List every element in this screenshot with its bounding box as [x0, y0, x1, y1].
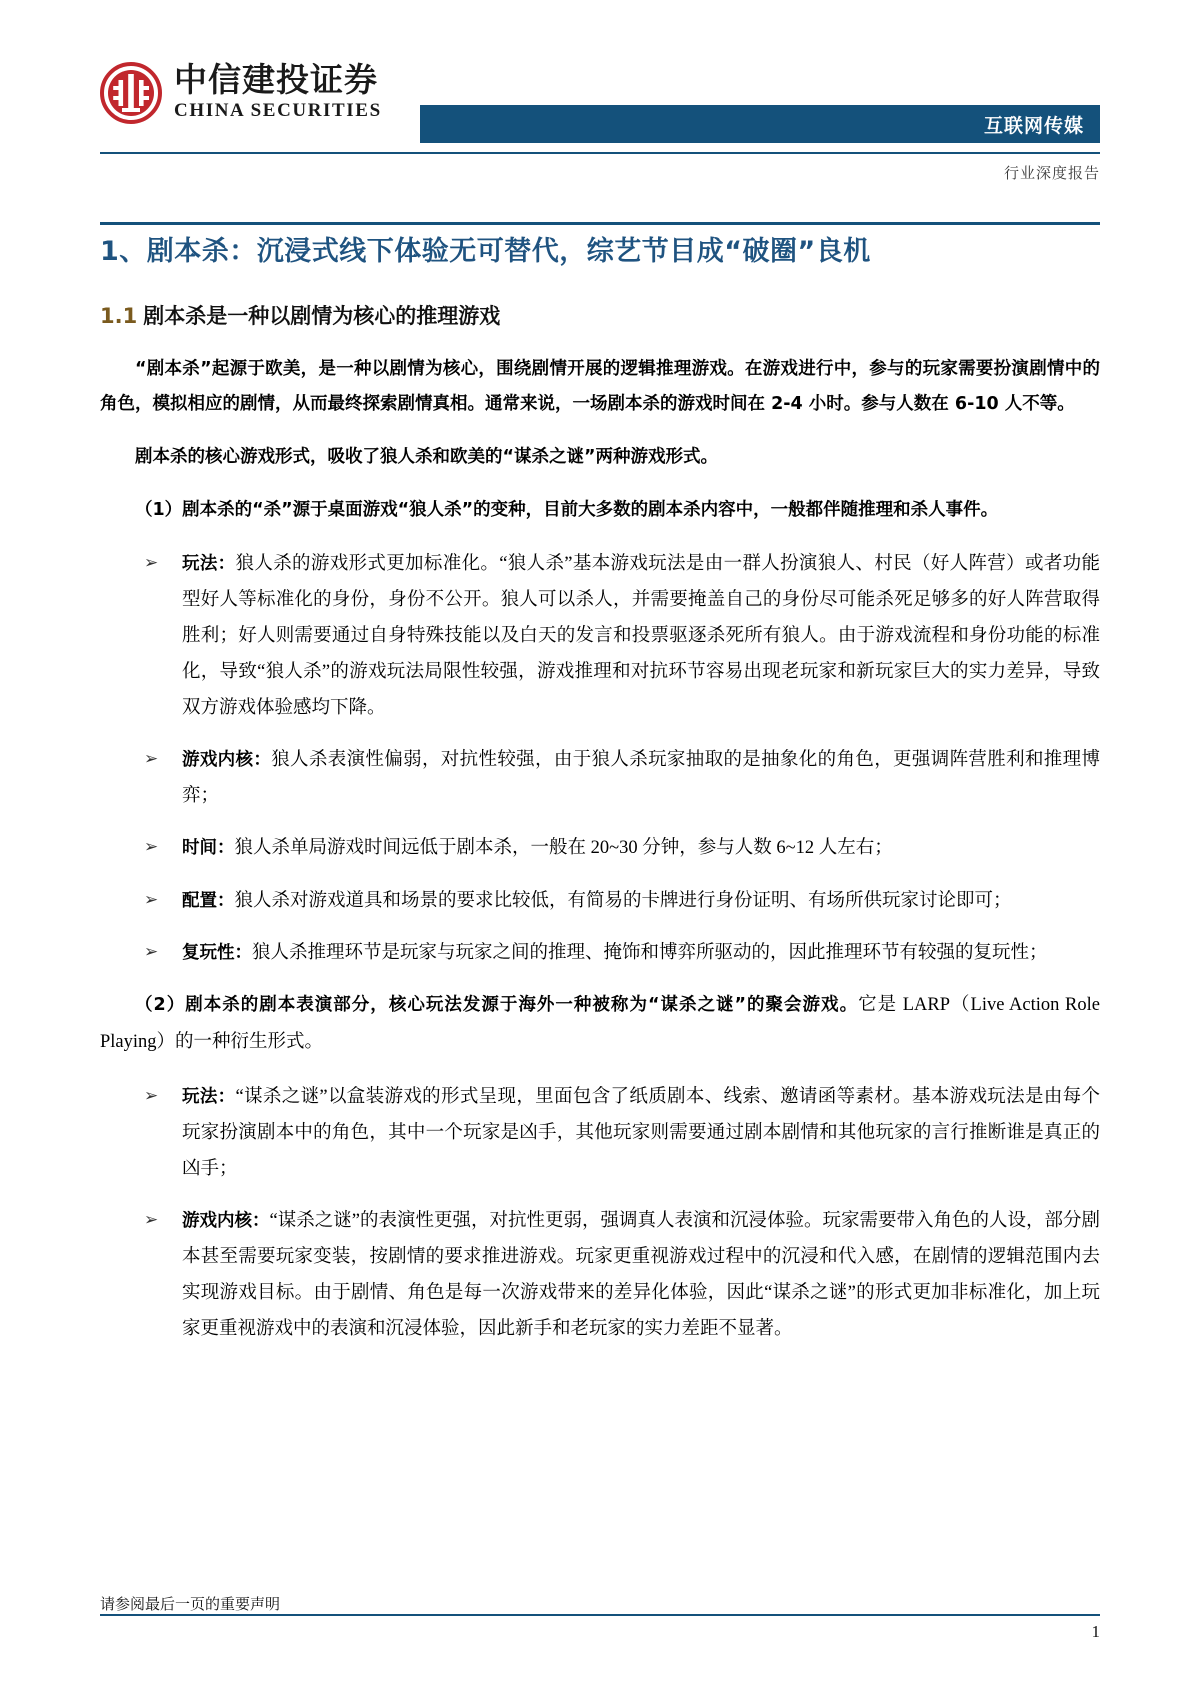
list-item-text: 狼人杀推理环节是玩家与玩家之间的推理、掩饰和博弈所驱动的，因此推理环节有较强的复玩性；	[252, 942, 1048, 963]
brand-name-en: CHINA SECURITIES	[174, 99, 382, 121]
list-item	[100, 935, 1100, 971]
bullet-list-werewolf	[100, 546, 1100, 971]
paragraph-intro: “剧本杀”起源于欧美，是一种以剧情为核心，围绕剧情开展的逻辑推理游戏。在游戏进行中，参与的玩家需要扮演剧情中的角色，模拟相应的剧情，从而最终探索剧情真相。通常来说，一场剧本杀的游戏时间在 2-4 小时。参与人数在 6-10 人不等。	[100, 359, 1100, 415]
document-body	[100, 222, 1100, 1363]
brand-wordmark	[174, 60, 382, 122]
list-item	[100, 742, 1100, 814]
subsection-heading	[100, 303, 1100, 330]
citic-securities-logo-icon	[100, 62, 162, 124]
sector-label: 互联网传媒	[983, 114, 1084, 137]
page-header	[0, 0, 1200, 200]
list-item-label: 玩法：	[182, 1086, 236, 1107]
list-item-text: 狼人杀表演性偏弱，对抗性较强，由于狼人杀玩家抽取的是抽象化的角色，更强调阵营胜利和推理博弈；	[182, 750, 1100, 807]
brand-name-cn: 中信建投证券	[174, 60, 378, 100]
list-item-text: “谋杀之谜”以盒装游戏的形式呈现，里面包含了纸质剧本、线索、邀请函等素材。基本游戏玩法是由每个玩家扮演剧本中的角色，其中一个玩家是凶手，其他玩家则需要通过剧本剧情和其他玩家的言行推断谁是真正的凶手；	[182, 1086, 1100, 1179]
list-item-label: 时间：	[182, 838, 235, 859]
page-number: 1	[1091, 1622, 1100, 1641]
list-item-label: 复玩性：	[182, 942, 252, 963]
report-type-label: 行业深度报告	[1003, 164, 1100, 182]
brand-logo	[100, 62, 382, 124]
list-item-label: 玩法：	[182, 554, 236, 575]
arrow-bullet-icon: ➢	[144, 1085, 159, 1106]
arrow-bullet-icon: ➢	[144, 889, 159, 910]
paragraph-item-2-tail: 它是 LARP（Live Action Role Playing）的一种衍生形式。	[100, 994, 1100, 1052]
arrow-bullet-icon: ➢	[144, 837, 159, 858]
list-item-text: “谋杀之谜”的表演性更强，对抗性更弱，强调真人表演和沉浸体验。玩家需要带入角色的人设，部分剧本甚至需要玩家变装，按剧情的要求推进游戏。玩家更重视游戏过程中的沉浸和代入感，在剧情的逻辑范围内去实现游戏目标。由于剧情、角色是每一次游戏带来的差异化体验，因此“谋杀之谜”的形式更加非标准化，加上玩家更重视游戏中的表演和沉浸体验，因此新手和老玩家的实力差距不显著。	[182, 1210, 1100, 1340]
page-footer	[100, 1593, 1100, 1642]
arrow-bullet-icon: ➢	[144, 553, 159, 574]
sector-banner	[420, 105, 1100, 143]
list-item	[100, 546, 1100, 726]
paragraph-item-2-bold: （2）剧本杀的剧本表演部分，核心玩法发源于海外一种被称为“谋杀之谜”的聚会游戏。	[135, 994, 859, 1015]
footer-row	[100, 1622, 1100, 1642]
list-item-text: 狼人杀对游戏道具和场景的要求比较低，有简易的卡牌进行身份证明、有场所供玩家讨论即可；	[234, 890, 1012, 911]
header-divider	[100, 152, 1100, 154]
subsection-heading-text: 剧本杀是一种以剧情为核心的推理游戏	[143, 303, 501, 328]
section-title-rule	[100, 222, 1100, 225]
paragraph-item-2	[100, 987, 1100, 1061]
paragraph-core-forms: 剧本杀的核心游戏形式，吸收了狼人杀和欧美的“谋杀之谜”两种游戏形式。	[135, 447, 719, 468]
list-item-label: 游戏内核：	[182, 1210, 270, 1231]
list-item	[100, 1203, 1100, 1347]
list-item	[100, 883, 1100, 919]
footer-divider	[100, 1614, 1100, 1616]
footer-disclaimer: 请参阅最后一页的重要声明	[100, 1595, 281, 1613]
list-item-text: 狼人杀的游戏形式更加标准化。“狼人杀”基本游戏玩法是由一群人扮演狼人、村民（好人阵营）或者功能型好人等标准化的身份，身份不公开。狼人可以杀人，并需要掩盖自己的身份尽可能杀死足够多的好人阵营取得胜利；好人则需要通过自身特殊技能以及白天的发言和投票驱逐杀死所有狼人。由于游戏流程和身份功能的标准化，导致“狼人杀”的游戏玩法局限性较强，游戏推理和对抗环节容易出现老玩家和新玩家巨大的实力差异，导致双方游戏体验感均下降。	[182, 554, 1100, 719]
arrow-bullet-icon: ➢	[144, 749, 159, 770]
arrow-bullet-icon: ➢	[144, 1209, 159, 1230]
list-item-label: 游戏内核：	[182, 750, 272, 771]
subsection-number: 1.1	[100, 303, 138, 328]
list-item-label: 配置：	[182, 890, 235, 911]
page-title: 1、剧本杀：沉浸式线下体验无可替代，综艺节目成“破圈”良机	[100, 236, 871, 267]
bullet-list-murder-mystery	[100, 1079, 1100, 1347]
arrow-bullet-icon: ➢	[144, 941, 159, 962]
list-item	[100, 1079, 1100, 1187]
paragraph-item-1: （1）剧本杀的“杀”源于桌面游戏“狼人杀”的变种，目前大多数的剧本杀内容中，一般都伴随推理和杀人事件。	[135, 500, 999, 521]
list-item	[100, 830, 1100, 866]
list-item-text: 狼人杀单局游戏时间远低于剧本杀，一般在 20~30 分钟，参与人数 6~12 人左右；	[234, 838, 893, 859]
